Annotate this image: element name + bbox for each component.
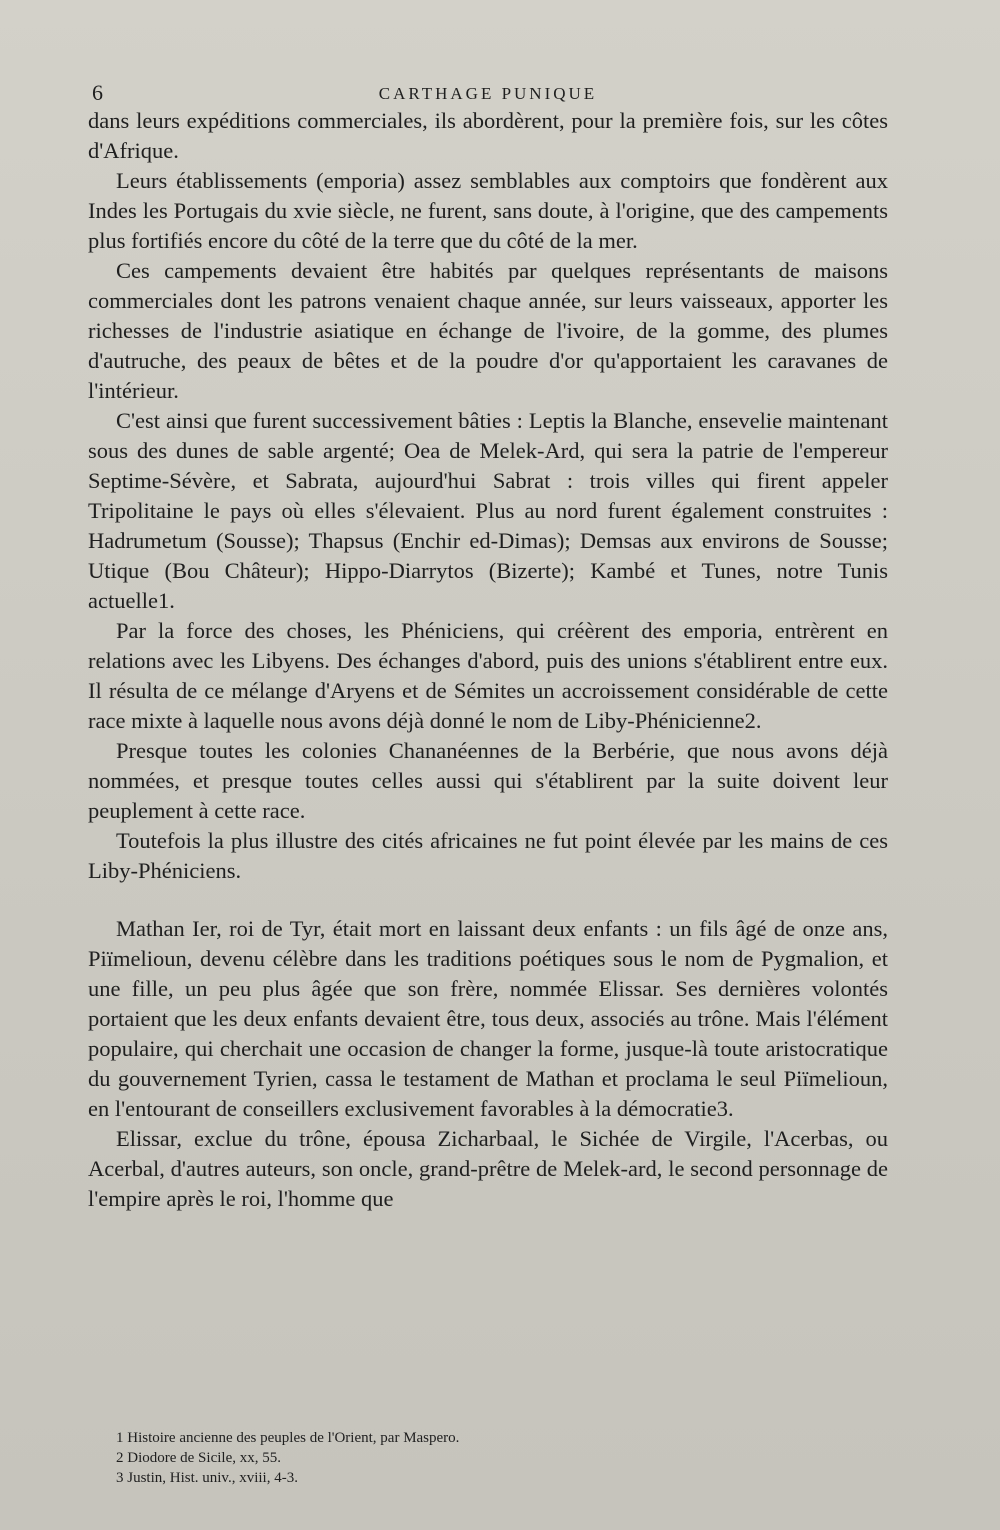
paragraph: Elissar, exclue du trône, épousa Zicharbaal, le Sichée de Virgile, l'Acerbas, ou Acerbal, d'autres auteurs, son oncle, grand-prêtre de Melek-ard, le second personnage de l'empire après le roi, l'homme que (88, 1126, 888, 1211)
footnote: 2 Diodore de Sicile, xx, 55. (116, 1450, 281, 1466)
paragraph: Par la force des choses, les Phéniciens, qui créèrent des emporia, entrèrent en relations avec les Libyens. Des échanges d'abord, puis des unions s'établirent entre eux. Il résulta de ce mélange d'Aryens et de Sémites un accroissement considérable de cette race mixte à laquelle nous avons déjà donné le nom de Liby-Phénicienne2. (88, 618, 888, 733)
footnote: 1 Histoire ancienne des peuples de l'Orient, par Maspero. (116, 1430, 460, 1446)
page-header (88, 68, 888, 105)
paragraph: Ces campements devaient être habités par quelques représentants de maisons commerciales dont les patrons venaient chaque année, sur leurs vaisseaux, apporter les richesses de l'industrie asiatique en échange de l'ivoire, de la gomme, des plumes d'autruche, des peaux de bêtes et de la poudre d'or qu'apportaient les caravanes de l'intérieur. (88, 258, 888, 403)
footnotes (116, 1428, 459, 1488)
paragraph: Toutefois la plus illustre des cités africaines ne fut point élevée par les mains de ces Liby-Phéniciens. (88, 828, 888, 883)
paragraph: Mathan Ier, roi de Tyr, était mort en laissant deux enfants : un fils âgé de onze ans, Piïmelioun, devenu célèbre dans les traditions poétiques sous le nom de Pygmalion, et une fille, un peu plus âgée que son frère, nommée Elissar. Ses dernières volontés portaient que les deux enfants devaient être, tous deux, associés au trône. Mais l'élément populaire, qui cherchait une occasion de changer la forme, jusque-là toute aristocratique du gouvernement Tyrien, cassa le testament de Mathan et proclama le seul Piïmelioun, en l'entourant de conseillers exclusivement favorables à la démocratie3. (88, 916, 888, 1121)
page-number: 6 (92, 80, 103, 105)
paragraph: Presque toutes les colonies Chananéennes de la Berbérie, que nous avons déjà nommées, et presque toutes celles aussi qui s'établirent par la suite doivent leur peuplement à cette race. (88, 738, 888, 823)
body-text (88, 106, 888, 1214)
paragraph: C'est ainsi que furent successivement bâties : Leptis la Blanche, ensevelie maintenant sous des dunes de sable argenté; Oea de Melek-Ard, qui sera la patrie de l'empereur Septime-Sévère, et Sabrata, aujourd'hui Sabrat : trois villes qui firent appeler Tripolitaine le pays où elles s'élevaient. Plus au nord furent également construites : Hadrumetum (Sousse); Thapsus (Enchir ed-Dimas); Demsas aux environs de Sousse; Utique (Bou Châteur); Hippo-Diarrytos (Bizerte); Kambé et Tunes, notre Tunis actuelle1. (88, 408, 888, 613)
running-title: CARTHAGE PUNIQUE (378, 84, 598, 103)
footnote: 3 Justin, Hist. univ., xviii, 4-3. (116, 1470, 298, 1486)
paragraph: Leurs établissements (emporia) assez semblables aux comptoirs que fondèrent aux Indes les Portugais du xvie siècle, ne furent, sans doute, à l'origine, que des campements plus fortifiés encore du côté de la terre que du côté de la mer. (88, 168, 888, 253)
paragraph: dans leurs expéditions commerciales, ils abordèrent, pour la première fois, sur les côtes d'Afrique. (88, 108, 888, 163)
